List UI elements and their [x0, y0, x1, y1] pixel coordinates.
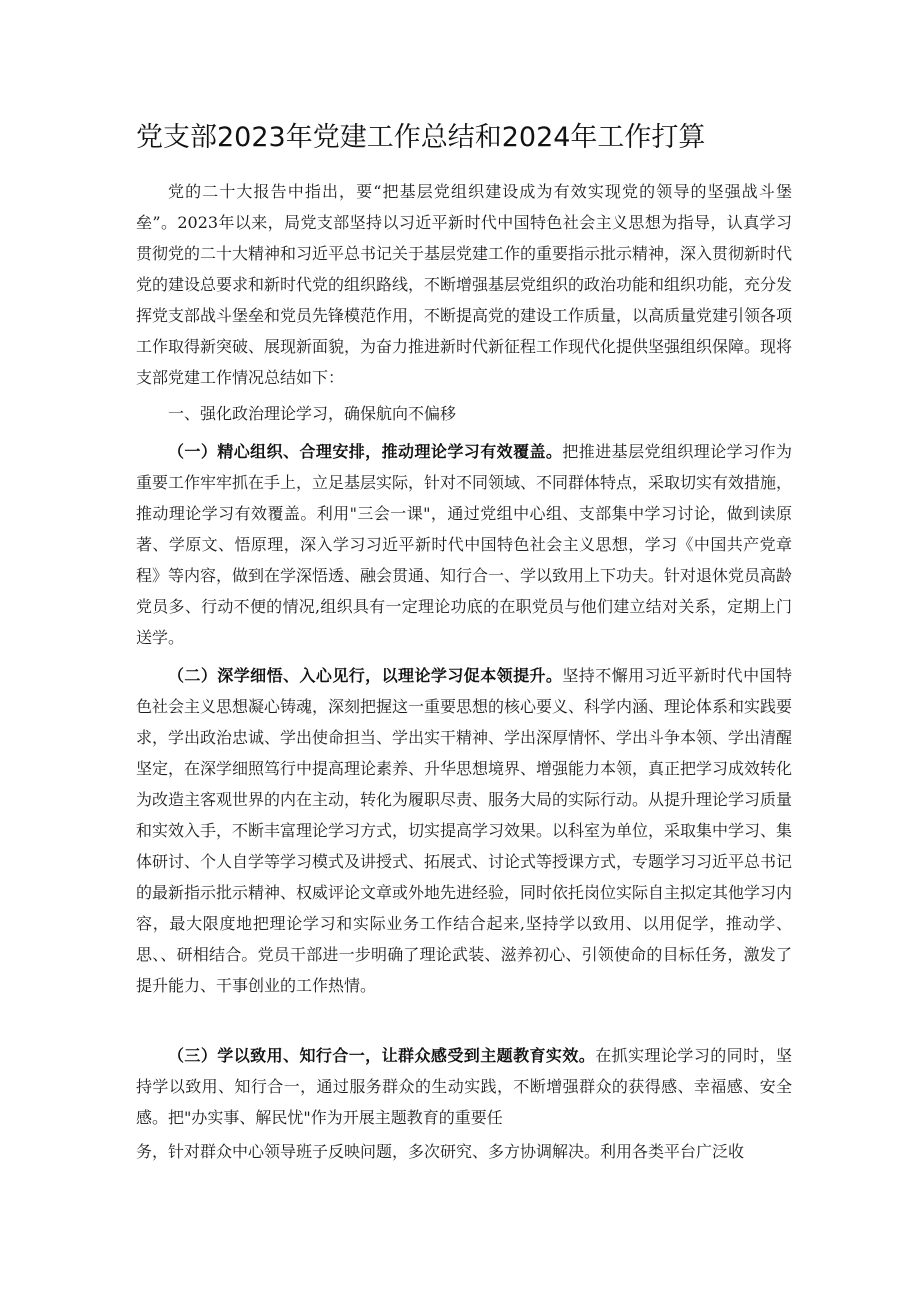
intro-paragraph: 党的二十大报告中指出，要“把基层党组织建设成为有效实现党的领导的坚强战斗堡垒”。2023年以来，局党支部坚持以习近平新时代中国特色社会主义思想为指导，认真学习贯彻党的二十大精神和习近平总书记关于基层党建工作的重要指示批示精神，深入贯彻新时代党的建设总要求和新时代党的组织路线，不断增强基层党组织的政治功能和组织功能，充分发挥党支部战斗堡垒和党员先锋模范作用，不断提高党的建设工作质量，以高质量党建引领各项工作取得新突破、展现新面貌，为奋力推进新时代新征程工作现代化提供坚强组织保障。现将支部党建工作情况总结如下：: [136, 182, 793, 387]
document-title: 党支部2023年党建工作总结和2024年工作打算: [136, 122, 706, 153]
paragraph-2-body: 坚持不懈用习近平新时代中国特色社会主义思想凝心铸魂，深刻把握这一重要思想的核心要义、科学内涵、理论体系和实践要求，学出政治忠诚、学出使命担当、学出实干精神、学出深厚情怀、学出斗争本领、学出清醒坚定，在深学细照笃行中提高理论素养、升华思想境界、增强能力本领，真正把学习成效转化为改造主客观世界的内在主动，转化为履职尽责、服务大局的实际行动。从提升理论学习质量和实效入手，不断丰富理论学习方式，切实提高学习效果。以科室为单位，采取集中学习、集体研讨、个人自学等学习模式及讲授式、拓展式、讨论式等授课方式，专题学习习近平总书记的最新指示批示精神、权威评论文章或外地先进经验，同时依托岗位实际自主拟定其他学习内容，最大限度地把理论学习和实际业务工作结合起来,坚持学以致用、以用促学，推动学、思、、研相结合。党员干部进一步明确了理论武装、滋养初心、引领使命的目标任务，激发了提升能力、干事创业的工作热情。: [136, 666, 793, 995]
section-heading: 一、强化政治理论学习，确保航向不偏移: [168, 404, 457, 423]
paragraph-2: [136, 660, 792, 1001]
paragraph-3-continued: 务，针对群众中心领导班子反映问题，多次研究、多方协调解决。利用各类平台广泛收: [136, 1142, 745, 1161]
paragraph-3-lead: （三）学以致用、知行合一，让群众感受到主题教育实效。: [168, 1046, 596, 1065]
paragraph-2-lead: （二）深学细悟、入心见行，以理论学习促本领提升。: [168, 666, 563, 685]
paragraph-1-lead: （一）精心组织、合理安排，推动理论学习有效覆盖。: [168, 442, 563, 461]
paragraph-1-body: 把推进基层党组织理论学习作为重要工作牢牢抓在手上，立足基层实际，针对不同领域、不同群体特点，采取切实有效措施，推动理论学习有效覆盖。利用"三会一课"，通过党组中心组、支部集中学习讨论，做到读原著、学原文、悟原理，深入学习习近平新时代中国特色社会主义思想，学习《中国共产党章程》等内容，做到在学深悟透、融会贯通、知行合一、学以致用上下功夫。针对退休党员高龄党员多、行动不便的情况,组织具有一定理论功底的在职党员与他们建立结对关系，定期上门送学。: [136, 442, 793, 647]
paragraph-3-body: 在抓实理论学习的同时，坚持学以致用、知行合一，通过服务群众的生动实践，不断增强群众的获得感、幸福感、安全感。把"办实事、解民忧"作为开展主题教育的重要任: [136, 1046, 792, 1127]
paragraph-1: [136, 436, 792, 653]
paragraph-3: [136, 1040, 792, 1133]
